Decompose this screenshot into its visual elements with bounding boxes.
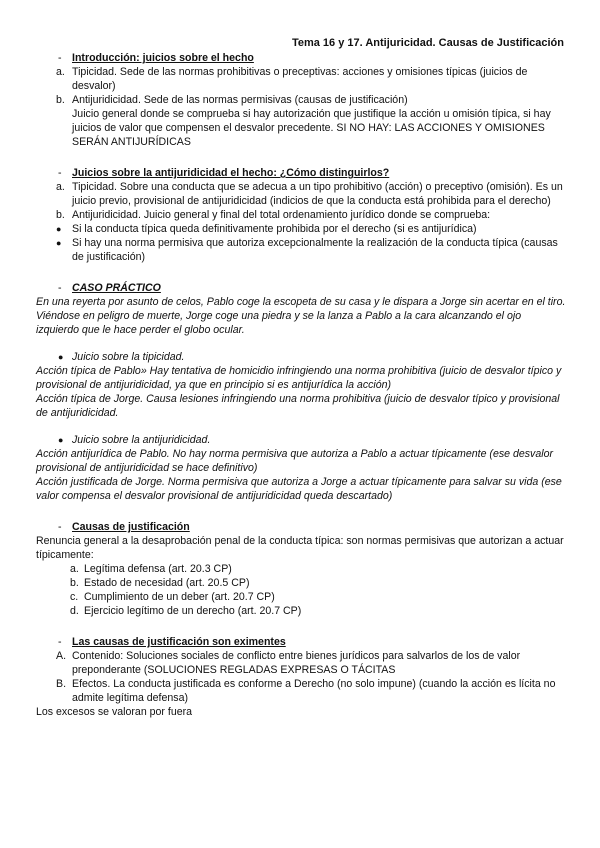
list-item-text: Cumplimiento de un deber (art. 20.7 CP) (84, 591, 275, 603)
list-item-text: Antijuridicidad. Juicio general y final del total ordenamiento jurídico donde se comprueba: (72, 209, 491, 221)
list-item (36, 180, 566, 208)
dash-marker: - (58, 636, 62, 648)
list-marker: A. (56, 650, 67, 662)
list-item-text: Tipicidad. Sede de las normas prohibitivas o preceptivas: acciones y omisiones típicas (juicios de desvalor) (72, 66, 528, 92)
page-header: Tema 16 y 17. Antijuricidad. Causas de Justificación (291, 37, 564, 49)
list-item (36, 562, 566, 576)
list-marker: b. (56, 209, 65, 221)
list-item (36, 590, 566, 604)
document-body (36, 51, 566, 719)
bullet-icon: ● (56, 224, 62, 234)
list-item-text: Ejercicio legítimo de un derecho (art. 20.7 CP) (84, 605, 302, 617)
list-item (36, 649, 566, 677)
bullet-text: Si hay una norma permisiva que autoriza excepcionalmente la realización de la conducta típica (causas de justificación) (72, 237, 558, 263)
section-title-intro (36, 51, 566, 65)
bullet-item (36, 222, 566, 236)
section-title-text: Introducción: juicios sobre el hecho (72, 52, 254, 64)
intro-extra-paragraph: Juicio general donde se comprueba si hay autorización que justifique la acción u omisión típica, si hay juicios de valor que compensen el desvalor precedente. SI NO HAY: LAS ACCIONES Y OMISIONES SERÁN ANTIJURÍDICAS (72, 108, 551, 148)
caso-statement: En una reyerta por asunto de celos, Pablo coge la escopeta de su casa y le dispara a Jorge sin acertar en el tiro. Viéndose en peligro de muerte, Jorge coge una piedra y se la lanza a Pablo a la cara alcanzando el ojo izquierdo que le hace perder el globo ocular. (36, 296, 566, 336)
list-item (36, 604, 566, 618)
antijuridicidad-paragraph-1: Acción antijurídica de Pablo. No hay norma permisiva que autoriza a Pablo a actuar típicamente (ese desvalor provisional de antijuridicidad se hace definitivo) (36, 448, 554, 474)
antijuridicidad-paragraph-2: Acción justificada de Jorge. Norma permisiva que autoriza a Jorge a actuar típicamente para salvar su vida (ese valor compensa el desvalor provisional de antijuridicidad queda descartado) (36, 476, 562, 502)
list-item-text: Estado de necesidad (art. 20.5 CP) (84, 577, 250, 589)
section-title-juicios (36, 166, 566, 180)
list-item (36, 576, 566, 590)
list-marker: b. (56, 94, 65, 106)
bullet-item (36, 236, 566, 264)
bullet-item (36, 350, 566, 364)
list-marker: a. (56, 181, 65, 193)
bullet-text: Juicio sobre la tipicidad. (72, 351, 185, 363)
bullet-item (36, 433, 566, 447)
list-item-text: Legítima defensa (art. 20.3 CP) (84, 563, 232, 575)
dash-marker: - (58, 167, 62, 179)
causas-intro: Renuncia general a la desaprobación penal de la conducta típica: son normas permisivas que autorizan a actuar típicamente: (36, 535, 564, 561)
list-item (36, 93, 566, 107)
list-marker: a. (70, 563, 79, 575)
list-item (36, 208, 566, 222)
section-title-text: CASO PRÁCTICO (72, 282, 161, 294)
tipicidad-paragraph-1: Acción típica de Pablo» Hay tentativa de homicidio infringiendo una norma prohibitiva (juicio de desvalor típico y provisional de antijuridicidad, ya que en principio si es antijurídica la acción) (36, 365, 562, 391)
list-item-text: Contenido: Soluciones sociales de conflicto entre bienes jurídicos para salvarlos de los de valor preponderante (SOLUCIONES REGLADAS EXPRESAS O TÁCITAS (72, 650, 521, 676)
list-marker: b. (70, 577, 79, 589)
closing-line: Los excesos se valoran por fuera (36, 706, 193, 718)
section-title-text: Juicios sobre la antijuridicidad el hecho: ¿Cómo distinguirlos? (72, 167, 390, 179)
list-marker: d. (70, 605, 79, 617)
dash-marker: - (58, 521, 62, 533)
list-item (36, 677, 566, 705)
bullet-text: Si la conducta típica queda definitivamente prohibida por el derecho (si es antijurídica) (72, 223, 477, 235)
bullet-icon: ● (58, 435, 64, 445)
list-marker: B. (56, 678, 67, 690)
list-item (36, 65, 566, 93)
section-title-eximentes (36, 635, 566, 649)
section-title-text: Causas de justificación (72, 521, 190, 533)
section-title-text: Las causas de justificación son eximentes (72, 636, 286, 648)
bullet-text: Juicio sobre la antijuridicidad. (72, 434, 211, 446)
list-marker: c. (70, 591, 79, 603)
section-title-causas (36, 520, 566, 534)
section-title-caso (36, 281, 566, 295)
bullet-icon: ● (56, 238, 62, 248)
list-item-text: Tipicidad. Sobre una conducta que se adecua a un tipo prohibitivo (acción) o preceptivo (omisión). Es un juicio previo, provisional de antijuridicidad (indicios de que la conducta está prohibida para el derecho) (72, 181, 563, 207)
list-marker: a. (56, 66, 65, 78)
list-item-text: Antijuridicidad. Sede de las normas permisivas (causas de justificación) (72, 94, 408, 106)
dash-marker: - (58, 52, 62, 64)
dash-marker: - (58, 282, 62, 294)
bullet-icon: ● (58, 352, 64, 362)
tipicidad-paragraph-2: Acción típica de Jorge. Causa lesiones infringiendo una norma prohibitiva (juicio de desvalor típico y provisional de antijuridicidad. (36, 393, 560, 419)
list-item-text: Efectos. La conducta justificada es conforme a Derecho (no solo impune) (cuando la acción es lícita no admite legítima defensa) (72, 678, 556, 704)
